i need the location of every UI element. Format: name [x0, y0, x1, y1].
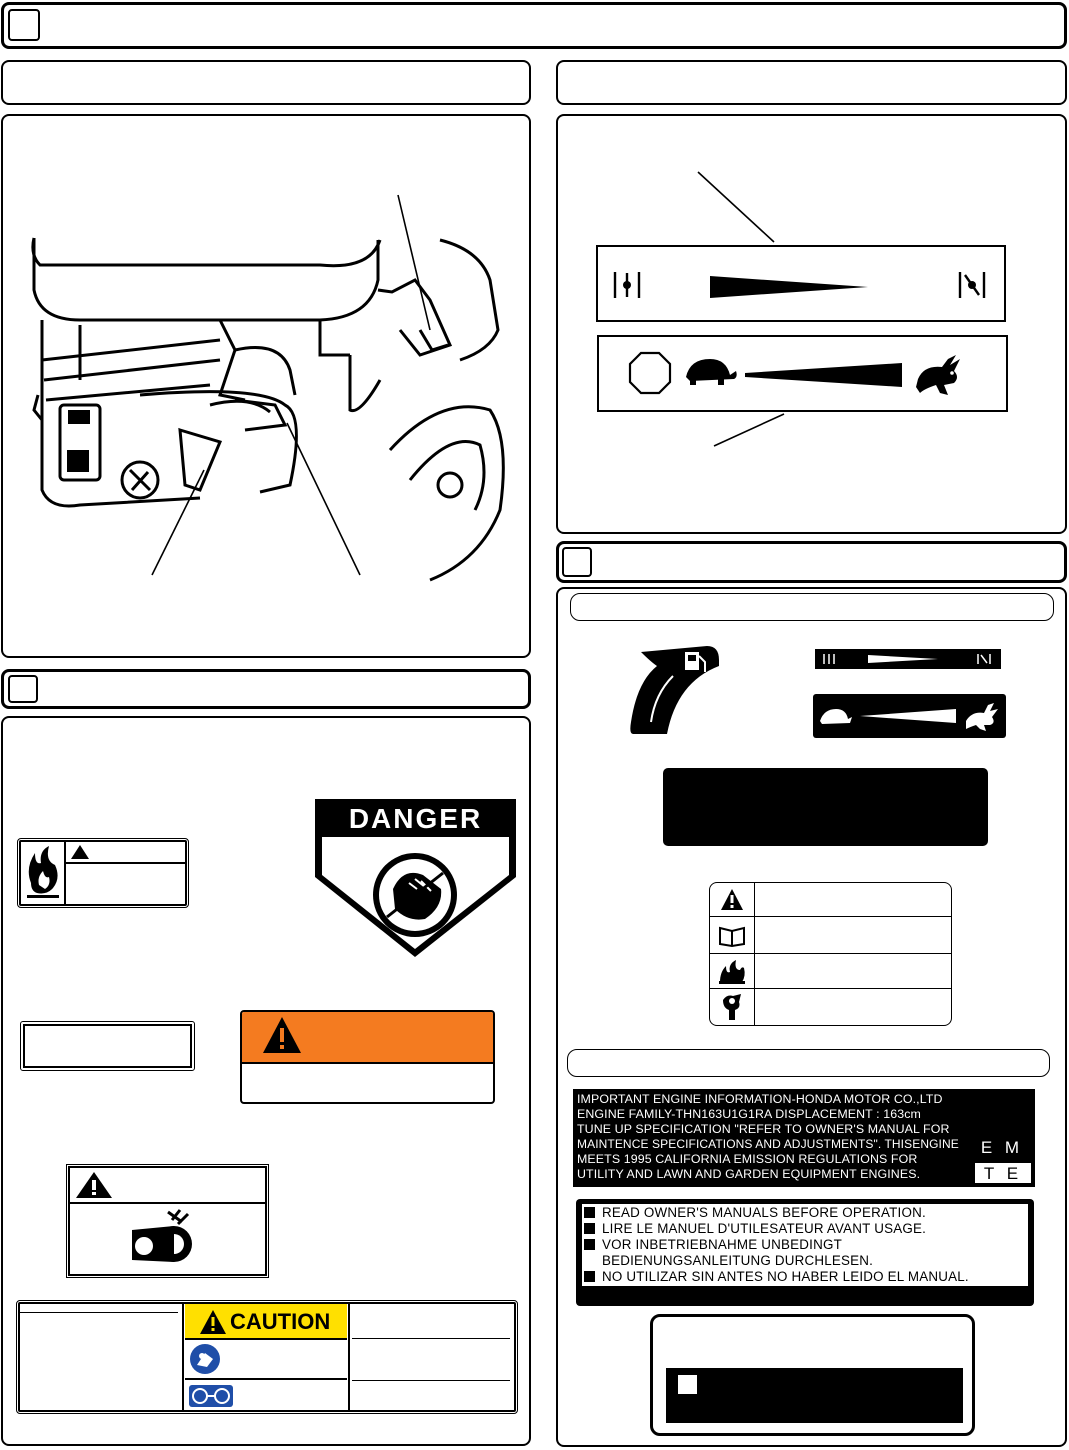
- emission-code-bottom: T E: [975, 1163, 1031, 1183]
- belt-label-hline: [70, 1202, 265, 1204]
- symbols-col-divider: [754, 883, 755, 1025]
- labels-section-header: [1, 669, 531, 709]
- throttle-wedge: [745, 363, 902, 387]
- bottom-black-bar: [666, 1368, 963, 1423]
- manual-line: LIRE LE MANUEL D'UTILESATEUR AVANT USAGE.: [602, 1221, 927, 1236]
- caution-right-hline-2: [352, 1380, 510, 1381]
- caution-right-hline-1: [352, 1338, 510, 1339]
- caution-hline: [185, 1378, 347, 1380]
- bullet-icon: [584, 1223, 595, 1234]
- warning-triangle-icon: [74, 1170, 114, 1200]
- belt-entanglement-icon: [128, 1208, 198, 1270]
- caution-divider-right: [348, 1302, 350, 1412]
- emission-line: IMPORTANT ENGINE INFORMATION-HONDA MOTOR CO.,LTD: [577, 1092, 943, 1106]
- warning-triangle-icon: [720, 888, 744, 912]
- read-manual-decal: [576, 1199, 1034, 1306]
- warning-triangle-icon: [199, 1309, 227, 1335]
- blank-label: [20, 1021, 195, 1071]
- decals-square-marker: [562, 547, 592, 577]
- flame-icon: [718, 958, 746, 984]
- choke-wedge: [710, 276, 868, 298]
- bottom-white-square: [678, 1375, 697, 1394]
- black-blank-decal: [663, 768, 988, 846]
- decals-subheader-1: [570, 593, 1054, 621]
- fuel-label-divider: [64, 842, 66, 904]
- caution-title: CAUTION: [230, 1309, 331, 1334]
- decals-subheader-2: [567, 1049, 1050, 1077]
- engine-drawing: [20, 180, 520, 600]
- bullet-icon: [584, 1271, 595, 1282]
- danger-title: DANGER: [348, 803, 483, 834]
- manual-line: READ OWNER'S MANUALS BEFORE OPERATION.: [602, 1205, 926, 1220]
- caution-divider-left: [182, 1302, 184, 1412]
- emission-decal: [573, 1089, 1035, 1187]
- turtle-icon: [680, 357, 738, 387]
- header-square-marker: [8, 9, 40, 41]
- throttle-decal-graphics: [816, 697, 1004, 735]
- rabbit-icon: [914, 353, 964, 398]
- emission-line: TUNE UP SPECIFICATION "REFER TO OWNER'S MANUAL FOR: [577, 1122, 950, 1136]
- caution-left-hline: [20, 1312, 178, 1313]
- decals-section-header: [556, 541, 1067, 583]
- page-header-bar: [1, 2, 1067, 49]
- labels-square-marker: [8, 675, 38, 703]
- emission-line: MAINTENCE SPECIFICATIONS AND ADJUSTMENTS". THISENGINE: [577, 1137, 959, 1151]
- manual-line: VOR INBETRIEBNAHME UNBEDINGT: [602, 1237, 842, 1252]
- fuel-lever-decal: [627, 642, 720, 735]
- manual-line: NO UTILIZAR SIN ANTES NO HABER LEIDO EL MANUAL.: [602, 1269, 969, 1284]
- choke-closed-icon: [612, 271, 642, 299]
- right-control-panel: [556, 114, 1067, 534]
- right-section-header: [556, 60, 1067, 105]
- bullet-icon: [584, 1239, 595, 1250]
- choke-decal-graphics: [818, 651, 998, 667]
- choke-open-icon: [957, 271, 987, 299]
- fire-hazard-icon: [23, 843, 63, 903]
- symbols-hline-2: [710, 953, 951, 954]
- warning-symbols-decal: [709, 882, 952, 1026]
- danger-subtitle: KEEP HANDS and FEET AWAY: [339, 836, 492, 848]
- symbols-hline-3: [710, 988, 951, 989]
- bullet-icon: [584, 1207, 595, 1218]
- warning-triangle-icon: [70, 844, 90, 860]
- emission-line: MEETS 1995 CALIFORNIA EMISSION REGULATIONS FOR: [577, 1152, 918, 1166]
- fuel-label-hline: [66, 862, 186, 864]
- manual-line: BEDIENUNGSANLEITUNG DURCHLESEN.: [602, 1253, 874, 1268]
- book-icon: [718, 925, 746, 947]
- emission-code-top: E M: [980, 1138, 1024, 1157]
- emission-line: ENGINE FAMILY-THN163U1G1RA DISPLACEMENT : 163cm: [577, 1107, 921, 1121]
- read-manual-blue-icon: [189, 1343, 221, 1375]
- protection-gear-blue-icon: [189, 1385, 233, 1407]
- symbols-hline-1: [710, 916, 951, 917]
- warning-triangle-icon: [261, 1015, 303, 1055]
- hand-icon: [719, 992, 745, 1022]
- left-section-header: [1, 60, 531, 105]
- emission-line: UTILITY AND LAWN AND GARDEN EQUIPMENT ENGINES.: [577, 1167, 921, 1181]
- stop-octagon-icon: [628, 351, 672, 395]
